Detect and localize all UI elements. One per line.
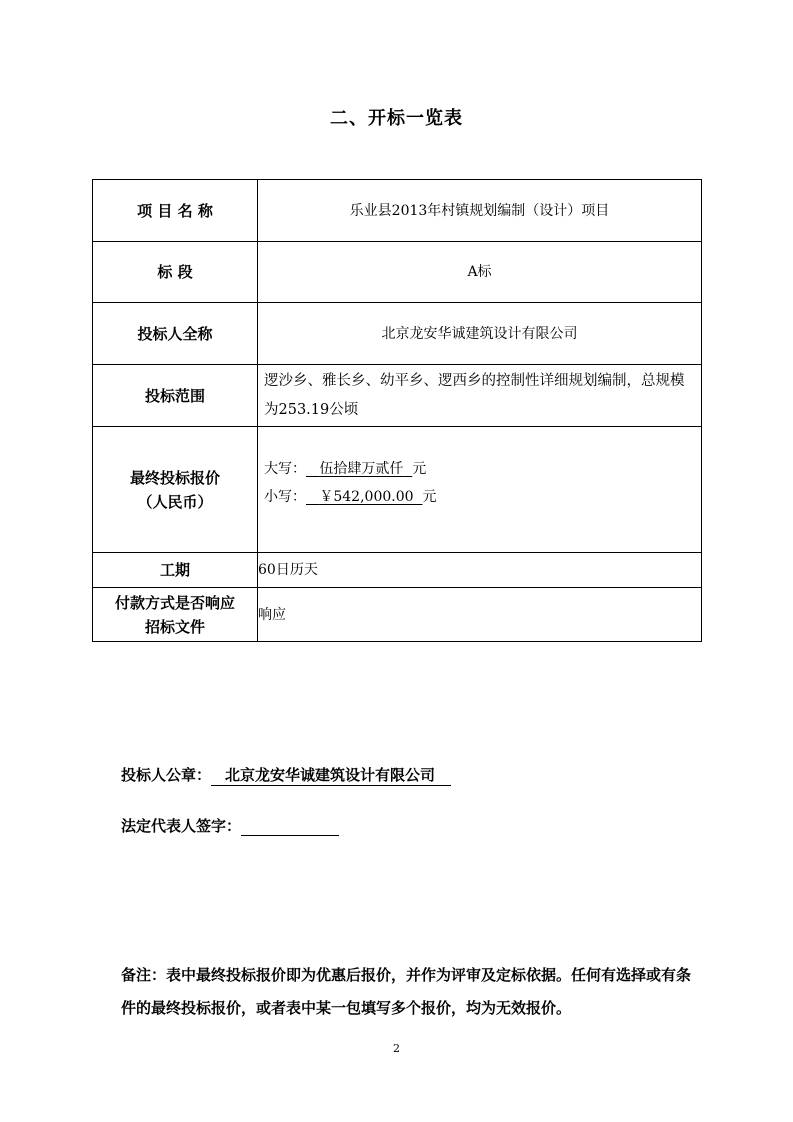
payment-label-line1: 付款方式是否响应 bbox=[114, 593, 235, 612]
price-lower-unit: 元 bbox=[422, 488, 437, 505]
project-name-label: 项 目 名 称 bbox=[93, 180, 258, 242]
stamp-value: 北京龙安华诚建筑设计有限公司 bbox=[211, 765, 451, 786]
payment-label bbox=[93, 588, 258, 642]
bidder-value: 北京龙安华诚建筑设计有限公司 bbox=[258, 303, 702, 365]
table-row-section bbox=[93, 242, 702, 303]
bidder-stamp-line bbox=[121, 764, 451, 786]
payment-label-line2: 招标文件 bbox=[144, 617, 205, 636]
duration-label: 工期 bbox=[93, 553, 258, 588]
page-title: 二、开标一览表 bbox=[330, 108, 463, 129]
duration-value: 60日历天 bbox=[258, 553, 702, 588]
table-row-scope bbox=[93, 365, 702, 427]
table-row-payment bbox=[93, 588, 702, 642]
remark-note: 备注：表中最终投标报价即为优惠后报价，并作为评审及定标依据。任何有选择或有条件的最终投标报价，或者表中某一包填写多个报价，均为无效报价。 bbox=[121, 966, 692, 1017]
table-row-duration bbox=[93, 553, 702, 588]
bid-summary-table bbox=[92, 179, 702, 642]
price-lower-label: 小写： bbox=[264, 488, 306, 505]
legal-rep-signature-line bbox=[121, 815, 339, 836]
price-label-line1: 最终投标报价 bbox=[129, 468, 220, 487]
scope-value: 逻沙乡、雅长乡、幼平乡、逻西乡的控制性详细规划编制，总规模为253.19公顷 bbox=[264, 372, 685, 418]
price-lower-amount: ￥542,000.00 bbox=[319, 488, 414, 505]
payment-value: 响应 bbox=[258, 588, 702, 642]
signature-blank bbox=[241, 817, 339, 836]
page-number: 2 bbox=[393, 1042, 400, 1055]
stamp-label: 投标人公章： bbox=[121, 766, 212, 784]
price-lower-value bbox=[306, 489, 422, 505]
price-label bbox=[93, 427, 258, 553]
price-upper-label: 大写： bbox=[264, 460, 306, 477]
bidder-label: 投标人全称 bbox=[93, 303, 258, 365]
price-upper-amount: 伍拾肆万贰仟 bbox=[319, 460, 404, 477]
scope-label: 投标范围 bbox=[93, 365, 258, 427]
price-upper-line bbox=[258, 455, 701, 483]
section-label: 标 段 bbox=[93, 242, 258, 303]
table-row-project-name bbox=[93, 180, 702, 242]
scope-cell bbox=[258, 365, 702, 427]
signature-label: 法定代表人签字： bbox=[121, 817, 242, 835]
price-upper-value bbox=[306, 461, 412, 477]
project-name-value: 乐业县2013年村镇规划编制（设计）项目 bbox=[258, 180, 702, 242]
table-row-bidder bbox=[93, 303, 702, 365]
price-label-line2: （人民币） bbox=[137, 492, 213, 511]
price-cell bbox=[258, 427, 702, 553]
price-lower-line bbox=[258, 483, 701, 511]
section-value: A标 bbox=[258, 242, 702, 303]
table-row-price bbox=[93, 427, 702, 553]
price-upper-unit: 元 bbox=[412, 460, 427, 477]
